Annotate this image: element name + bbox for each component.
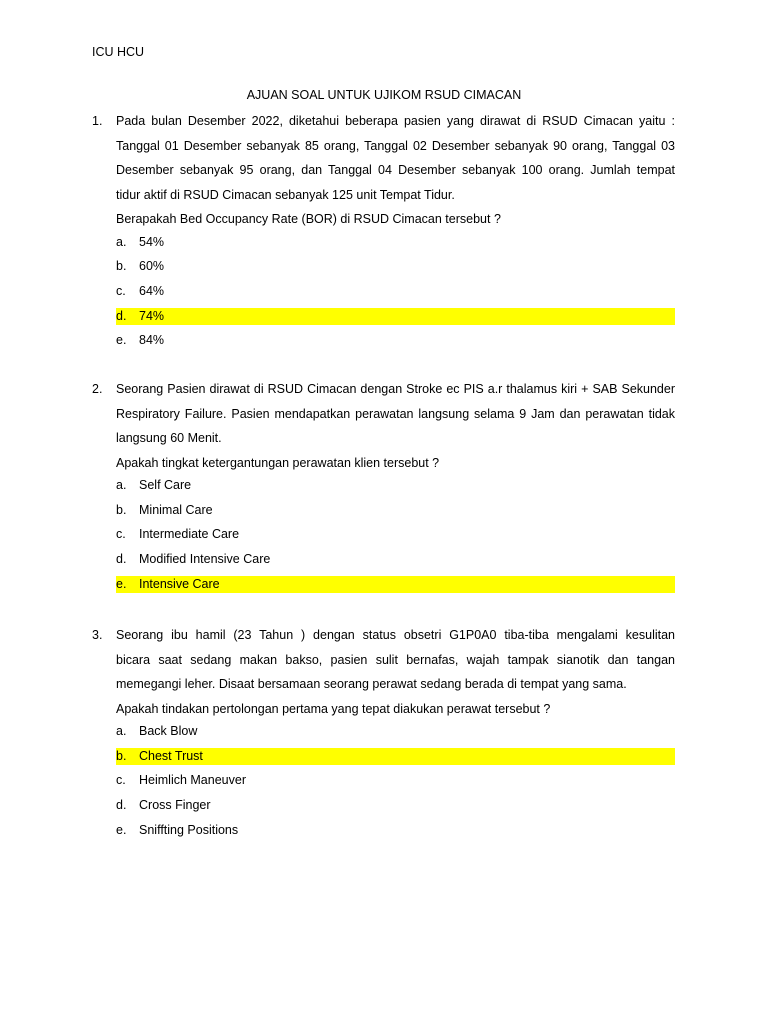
question-text-line: tidur aktif di RSUD Cimacan sebanyak 125 unit Tempat Tidur. [116, 187, 455, 202]
answer-option-c[interactable] [116, 772, 675, 789]
option-text: Intensive Care [139, 576, 220, 591]
answer-option-a[interactable] [116, 234, 675, 251]
question-text-line: bicara saat sedang makan bakso, pasien sulit bernafas, wajah tampak sianotik dan tangan [116, 652, 675, 667]
question-1 [92, 109, 675, 357]
question-prompt: Berapakah Bed Occupancy Rate (BOR) di RSUD Cimacan tersebut ? [116, 212, 501, 226]
question-body [116, 109, 675, 349]
option-letter: d. [116, 552, 127, 567]
question-2 [92, 377, 675, 600]
option-text: 64% [139, 283, 165, 298]
option-letter: b. [116, 259, 127, 274]
answer-option-b[interactable] [116, 258, 675, 275]
answer-option-a[interactable] [116, 477, 675, 494]
question-prompt: Apakah tindakan pertolongan pertama yang tepat diakukan perawat tersebut ? [116, 701, 551, 716]
option-text: Chest Trust [139, 748, 203, 763]
question-number: 3. [92, 628, 103, 642]
answer-option-d-highlighted[interactable] [116, 308, 675, 325]
answer-option-c[interactable] [116, 526, 675, 543]
question-body [116, 377, 675, 593]
question-prompt: Apakah tingkat ketergantungan perawatan klien tersebut ? [116, 455, 440, 470]
document-title: AJUAN SOAL UNTUK UJIKOM RSUD CIMACAN [246, 88, 522, 102]
question-text-line: Tanggal 01 Desember sebanyak 85 orang, Tanggal 02 Desember sebanyak 90 orang, Tanggal 03 [116, 138, 675, 153]
question-body [116, 623, 675, 839]
option-letter: a. [116, 478, 127, 492]
option-text: Modified Intensive Care [139, 552, 271, 567]
answer-option-d[interactable] [116, 551, 675, 568]
option-text: Intermediate Care [139, 527, 240, 542]
option-letter: a. [116, 234, 127, 249]
option-text: Minimal Care [139, 502, 213, 517]
question-text-line: langsung 60 Menit. [116, 431, 222, 445]
answer-options [116, 234, 675, 350]
answer-option-b-highlighted[interactable] [116, 748, 675, 765]
option-text: 84% [139, 333, 165, 348]
option-letter: e. [116, 333, 127, 348]
question-text-line: Respiratory Failure. Pasien mendapatkan perawatan langsung selama 9 Jam dan perawatan tidak [116, 406, 675, 421]
question-number: 2. [92, 382, 103, 396]
option-letter: d. [116, 798, 127, 813]
question-text-line: Pada bulan Desember 2022, diketahui beberapa pasien yang dirawat di RSUD Cimacan yaitu : [116, 114, 675, 128]
option-letter: e. [116, 576, 127, 591]
option-text: Back Blow [139, 724, 198, 738]
question-text-line: Desember sebanyak 95 orang, dan Tanggal 04 Desember sebanyak 100 orang. Jumlah tempat [116, 163, 675, 177]
option-letter: c. [116, 283, 126, 298]
option-text: Cross Finger [139, 798, 211, 813]
option-letter: d. [116, 308, 127, 323]
question-text-line: memegangi leher. Disaat bersamaan seorang perawat sedang berada di tempat yang sama. [116, 677, 627, 691]
option-letter: e. [116, 822, 127, 837]
question-text-line: Seorang Pasien dirawat di RSUD Cimacan dengan Stroke ec PIS a.r thalamus kiri + SAB Sekunder [116, 382, 675, 396]
option-text: Sniffting Positions [139, 822, 239, 837]
option-text: Self Care [139, 478, 192, 492]
option-letter: c. [116, 527, 126, 542]
answer-options [116, 477, 675, 593]
option-text: 54% [139, 234, 165, 249]
option-text: 60% [139, 259, 165, 274]
answer-options [116, 723, 675, 839]
answer-option-e[interactable] [116, 332, 675, 349]
answer-option-a[interactable] [116, 723, 675, 740]
question-number: 1. [92, 114, 103, 128]
option-text: 74% [139, 308, 165, 323]
option-letter: b. [116, 748, 127, 763]
option-letter: b. [116, 502, 127, 517]
document-header: ICU HCU [92, 45, 145, 59]
question-3 [92, 623, 675, 846]
answer-option-c[interactable] [116, 283, 675, 300]
answer-option-b[interactable] [116, 502, 675, 519]
answer-option-e[interactable] [116, 822, 675, 839]
question-text-line: Seorang ibu hamil (23 Tahun ) dengan status obsetri G1P0A0 tiba-tiba mengalami kesulitan [116, 628, 675, 642]
option-text: Heimlich Maneuver [139, 773, 246, 788]
option-letter: a. [116, 724, 127, 738]
answer-option-e-highlighted[interactable] [116, 576, 675, 593]
answer-option-d[interactable] [116, 797, 675, 814]
option-letter: c. [116, 773, 126, 788]
